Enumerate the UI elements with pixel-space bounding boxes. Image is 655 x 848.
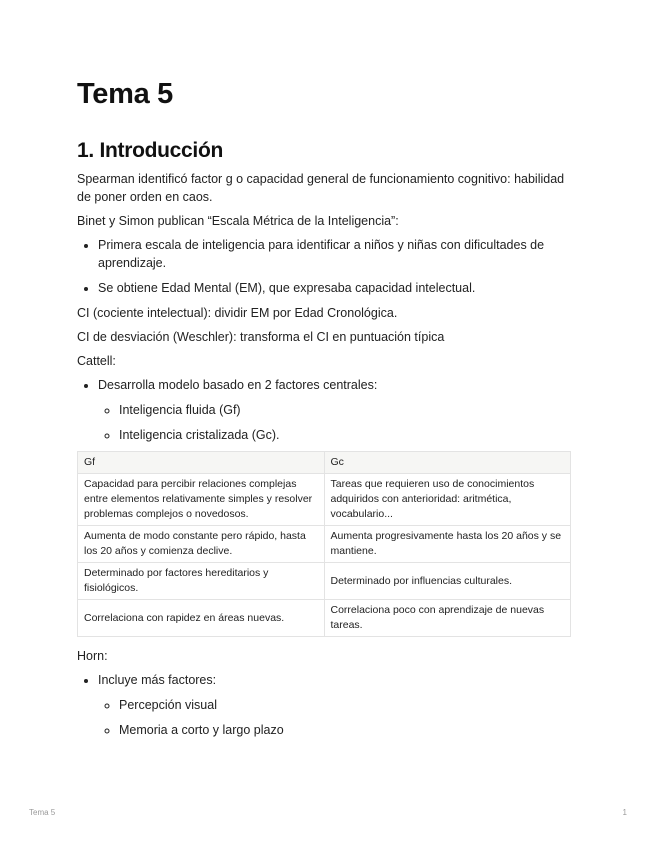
paragraph-spearman: Spearman identificó factor g o capacidad general de funcionamiento cognitivo: habilidad de poner orden en caos. <box>77 172 565 204</box>
horn-list <box>77 671 572 739</box>
table-cell: Determinado por factores hereditarios y fisiológicos. <box>78 563 325 600</box>
list-item-label: Desarrolla modelo basado en 2 factores centrales: <box>98 378 378 392</box>
horn-sublist <box>98 696 572 739</box>
table-cell: Tareas que requieren uso de conocimientos adquiridos con anterioridad: aritmética, vocabulario... <box>324 474 571 526</box>
sublist-item: ◦ Inteligencia fluida (Gf) <box>119 401 572 419</box>
table-cell: Correlaciona poco con aprendizaje de nuevas tareas. <box>324 600 571 637</box>
list-item <box>98 376 572 444</box>
page-title: Tema 5 <box>77 78 173 110</box>
paragraph-cattell: Cattell: <box>77 354 116 368</box>
binet-list <box>77 236 572 297</box>
paragraph-ci-desviacion: CI de desviación (Weschler): transforma el CI en puntuación típica <box>77 330 445 344</box>
content-flow <box>77 170 572 746</box>
table-cell: Aumenta progresivamente hasta los 20 años y se mantiene. <box>324 526 571 563</box>
table-header-row <box>78 452 571 474</box>
table-cell: Capacidad para percibir relaciones complejas entre elementos relativamente simples y resolver problemas complejos o novedosos. <box>78 474 325 526</box>
table-row <box>78 563 571 600</box>
cattell-list <box>77 376 572 444</box>
sublist-item: ◦ Percepción visual <box>119 696 572 714</box>
paragraph-ci: CI (cociente intelectual): dividir EM por Edad Cronológica. <box>77 306 398 320</box>
table-cell: Determinado por influencias culturales. <box>324 563 571 600</box>
list-item <box>98 671 572 739</box>
footer-page-number: 1 <box>622 808 627 817</box>
section-heading: 1. Introducción <box>77 139 224 162</box>
table-cell: Aumenta de modo constante pero rápido, hasta los 20 años y comienza declive. <box>78 526 325 563</box>
gf-gc-table <box>77 451 571 637</box>
footer-title: Tema 5 <box>29 808 56 817</box>
paragraph-horn: Horn: <box>77 649 108 663</box>
list-item: • Primera escala de inteligencia para identificar a niños y niñas con dificultades de aprendizaje. <box>98 236 572 272</box>
sublist-item: ◦ Inteligencia cristalizada (Gc). <box>119 426 572 444</box>
cattell-sublist <box>98 401 572 444</box>
list-item-label: Incluye más factores: <box>98 673 217 687</box>
table-row <box>78 474 571 526</box>
paragraph-binet: Binet y Simon publican “Escala Métrica de la Inteligencia”: <box>77 214 399 228</box>
table-row <box>78 600 571 637</box>
table-cell: Correlaciona con rapidez en áreas nuevas. <box>78 600 325 637</box>
table-header-gc: Gc <box>324 452 571 474</box>
table-row <box>78 526 571 563</box>
sublist-item: ◦ Memoria a corto y largo plazo <box>119 721 572 739</box>
table-header-gf: Gf <box>78 452 325 474</box>
list-item: • Se obtiene Edad Mental (EM), que expresaba capacidad intelectual. <box>98 279 572 297</box>
